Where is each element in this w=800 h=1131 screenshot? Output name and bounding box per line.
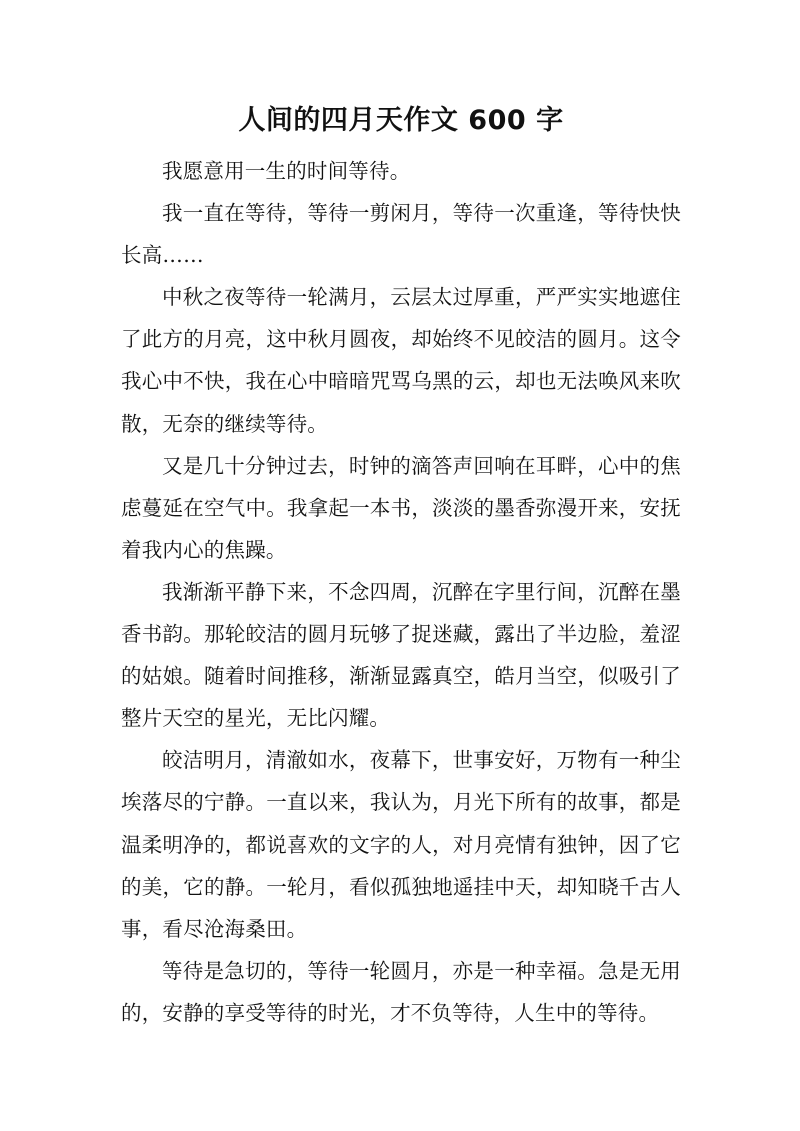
paragraph-6: 皎洁明月，清澈如水，夜幕下，世事安好，万物有一种尘埃落尽的宁静。一直以来，我认为，月光下所有的故事，都是温柔明净的，都说喜欢的文字的人，对月亮情有独钟，因了它的美，它的静。一轮月，看似孤独地遥挂中天，却知晓千古人事，看尽沧海桑田。 xyxy=(121,748,681,941)
paragraph-1: 我愿意用一生的时间等待。 xyxy=(162,159,411,183)
paragraph-5: 我渐渐平静下来，不念四周，沉醉在字里行间，沉醉在墨香书韵。那轮皎洁的圆月玩够了捉迷藏，露出了半边脸，羞涩的姑娘。随着时间推移，渐渐显露真空，皓月当空，似吸引了整片天空的星光，无比闪耀。 xyxy=(121,579,681,731)
paragraph-2: 我一直在等待，等待一剪闲月，等待一次重逢，等待快快长高…… xyxy=(121,201,681,268)
document-title: 人间的四月天作文 600 字 xyxy=(238,105,564,136)
paragraph-7: 等待是急切的，等待一轮圆月，亦是一种幸福。急是无用的，安静的享受等待的时光，才不负等待，人生中的等待。 xyxy=(121,958,681,1025)
document-body xyxy=(121,150,681,1034)
paragraph-3: 中秋之夜等待一轮满月，云层太过厚重，严严实实地遮住了此方的月亮，这中秋月圆夜，却始终不见皎洁的圆月。这令我心中不快，我在心中暗暗咒骂乌黑的云，却也无法唤风来吹散，无奈的继续等待。 xyxy=(121,285,681,436)
paragraph-4: 又是几十分钟过去，时钟的滴答声回响在耳畔，心中的焦虑蔓延在空气中。我拿起一本书，淡淡的墨香弥漫开来，安抚着我内心的焦躁。 xyxy=(121,453,681,562)
